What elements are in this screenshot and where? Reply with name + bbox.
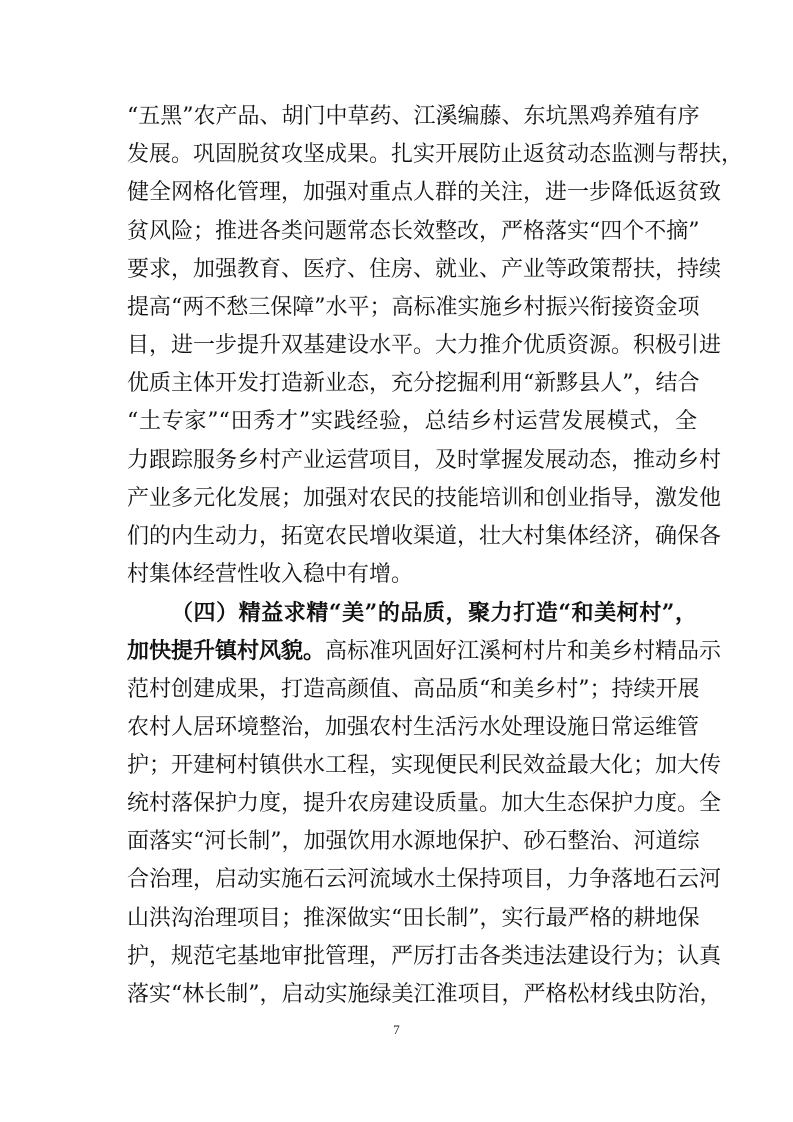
paragraph-line: 范村创建成果，打造高颜值、高品质“和美乡村”；持续开展 [127,677,700,702]
paragraph-line: 护，规范宅基地审批管理，严厉打击各类违法建设行为；认真 [127,944,722,969]
paragraph-line: 要求，加强教育、医疗、住房、就业、产业等政策帮扶，持续 [127,257,722,282]
paragraph-line: 提高“两不愁三保障”水平；高标准实施乡村振兴衔接资金项 [127,295,700,320]
paragraph-line: 农村人居环境整治，加强农村生活污水处理设施日常运维管 [127,715,700,740]
paragraph-line: 发展。巩固脱贫攻坚成果。扎实开展防止返贫动态监测与帮扶， [127,142,744,167]
paragraph-text: 高标准巩固好江溪柯村片和美乡村精品示 [325,639,722,664]
paragraph-line: 落实“林长制”，启动实施绿美江淮项目，严格松材线虫防治， [127,982,722,1007]
paragraph-line: 护；开建柯村镇供水工程，实现便民利民效益最大化；加大传 [127,753,722,778]
paragraph-line: 统村落保护力度，提升农房建设质量。加大生态保护力度。全 [127,791,722,816]
section-heading-tail: 加快提升镇村风貌。 [127,638,326,664]
paragraph-line: 面落实“河长制”，加强饮用水源地保护、砂石整治、河道综 [127,829,700,854]
paragraph-line: 优质主体开发打造新业态，充分挖掘利用“新黟县人”，结合 [127,371,700,396]
paragraph-line: “五黑”农产品、胡门中草药、江溪编藤、东坑黑鸡养殖有序 [127,104,700,129]
paragraph-line: 山洪沟治理项目；推深做实“田长制”，实行最严格的耕地保 [127,906,700,931]
paragraph-line: “土专家”“田秀才”实践经验，总结乡村运营发展模式，全 [127,409,697,434]
paragraph-line: 村集体经营性收入稳中有增。 [127,562,414,587]
section-heading: （四）精益求精“美”的品质，聚力打造“和美柯村”， [171,600,697,626]
paragraph-line: 合治理，启动实施石云河流域水土保持项目，力争落地石云河 [127,867,722,892]
paragraph-line: 目，进一步提升双基建设水平。大力推介优质资源。积极引进 [127,333,722,358]
paragraph-line: 力跟踪服务乡村产业运营项目，及时掌握发展动态，推动乡村 [127,448,722,473]
paragraph-line: 们的内生动力，拓宽农民增收渠道，壮大村集体经济，确保各 [127,524,722,549]
page-number: 7 [393,1022,400,1037]
paragraph-line: 健全网格化管理，加强对重点人群的关注，进一步降低返贫致 [127,180,722,205]
paragraph-line [127,631,722,671]
paragraph-line: 产业多元化发展；加强对农民的技能培训和创业指导，激发他 [127,486,722,511]
paragraph-line: 贫风险；推进各类问题常态长效整改，严格落实“四个不摘” [127,219,700,244]
